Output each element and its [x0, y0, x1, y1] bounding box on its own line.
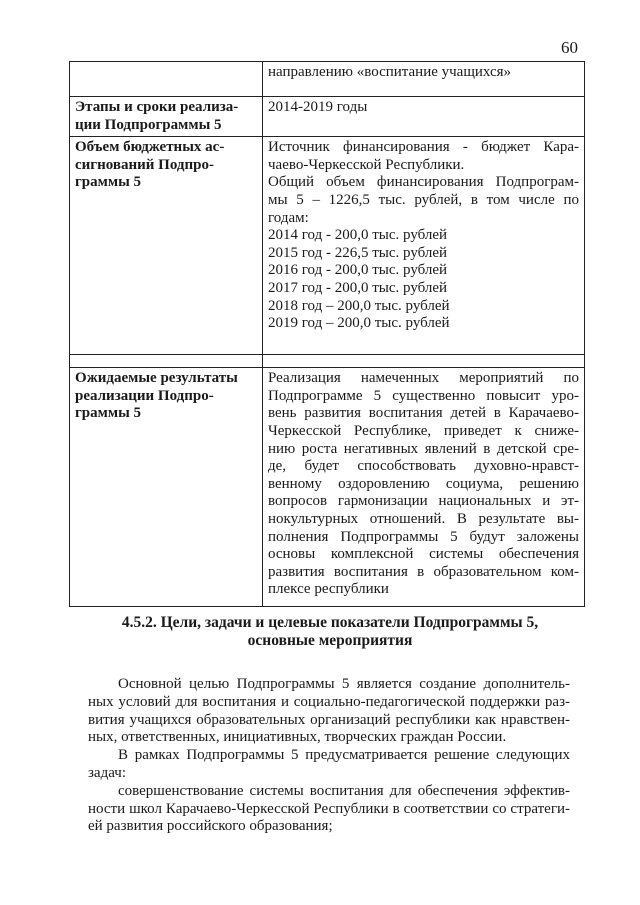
results-label-cell: [70, 368, 263, 607]
spacer-label-cell: [70, 355, 263, 368]
section-heading-line-2: основные мероприятия: [247, 632, 413, 649]
paragraph-tasks-line-1: В рамках Подпрограммы 5 предусматривается решение следующих: [118, 747, 570, 764]
budget-value-line-2: чаево-Черкесской Республики.: [268, 156, 465, 173]
budget-value-line-4: мы 5 – 1226,5 тыс. рублей, в том числе по: [268, 191, 579, 208]
table-row-continuation: [70, 62, 585, 97]
results-value-line-2: Подпрограмме 5 существенно повысит уро-: [268, 387, 579, 404]
results-value-line-7: венному оздоровлению социума, решению: [268, 475, 579, 492]
results-value-cell: [263, 368, 585, 607]
budget-value-line-3: Общий объем финансирования Подпрограм-: [268, 174, 579, 191]
subprogram-passport-table: [69, 61, 585, 607]
budget-label-line-3: граммы 5: [75, 174, 142, 191]
budget-value-line-5: годам:: [268, 209, 309, 226]
table-row-expected-results: [70, 368, 585, 607]
page-number: 60: [561, 38, 578, 57]
results-value-line-10: полнения Подпрограммы 5 будут заложены: [268, 528, 579, 545]
continuation-label-cell: [70, 62, 263, 97]
section-heading: [90, 614, 570, 650]
results-value-line-11: основы комплексной системы обеспечения: [268, 546, 579, 563]
paragraph-task-line-3: ей развития российского образования;: [88, 818, 333, 835]
results-label-line-2: реализации Подпро-: [75, 387, 214, 404]
budget-year-2018: 2018 год – 200,0 тыс. рублей: [268, 297, 450, 314]
paragraph-tasks-intro: [88, 747, 570, 783]
paragraph-goal-line-4: ных, ответственных, инициативных, творческих граждан России.: [88, 729, 507, 746]
results-label-line-3: граммы 5: [75, 405, 142, 422]
budget-year-2019: 2019 год – 200,0 тыс. рублей: [268, 315, 450, 332]
body-text: [88, 676, 570, 836]
paragraph-tasks-line-2: задач:: [88, 764, 126, 781]
budget-year-2014: 2014 год - 200,0 тыс. рублей: [268, 227, 448, 244]
stages-label-line-1: Этапы и сроки реализа-: [75, 99, 239, 115]
budget-year-2015: 2015 год - 226,5 тыс. рублей: [268, 244, 448, 261]
section-heading-line-1: 4.5.2. Цели, задачи и целевые показатели Подпрограммы 5,: [121, 614, 539, 631]
spacer-value-cell: [263, 355, 585, 368]
table-row-spacer: [70, 355, 585, 368]
results-value-line-12: развития воспитания в образовательном ком-: [268, 563, 579, 580]
budget-year-2016: 2016 год - 200,0 тыс. рублей: [268, 262, 448, 279]
table-row-budget-allocations: [70, 137, 585, 355]
results-value-line-3: вень развития воспитания детей в Карачаево-: [268, 405, 579, 422]
paragraph-task-item: [88, 783, 570, 836]
budget-label-cell: [70, 137, 263, 355]
paragraph-goal-line-1: Основной целью Подпрограммы 5 является создание дополнитель-: [118, 676, 570, 692]
budget-year-2017: 2017 год - 200,0 тыс. рублей: [268, 279, 448, 296]
results-value-line-8: вопросов гармонизации национальных и эт-: [268, 493, 579, 510]
results-value-line-6: де, будет способствовать духовно-нравст-: [268, 458, 579, 475]
paragraph-task-line-1: совершенствование системы воспитания для обеспечения эффектив-: [118, 782, 570, 799]
paragraph-goal-line-3: вития учащихся образовательных организаций республики как нравствен-: [88, 711, 570, 728]
paragraph-goal: [88, 676, 570, 747]
results-value-line-1: Реализация намеченных мероприятий по: [268, 370, 579, 387]
results-value-line-13: плексе республики: [268, 581, 389, 598]
paragraph-task-line-2: ности школ Карачаево-Черкесской Республики в соответствии со стратеги-: [88, 800, 570, 817]
budget-value-line-1: Источник финансирования - бюджет Кара-: [268, 139, 579, 156]
budget-value-cell: [263, 137, 585, 355]
results-value-line-4: Черкесской Республике, приведет к сниже-: [268, 422, 579, 439]
stages-label-line-2: ции Подпрограммы 5: [75, 116, 222, 133]
budget-label-line-1: Объем бюджетных ас-: [75, 139, 225, 156]
paragraph-goal-line-2: ных условий для воспитания и социально-педагогической поддержки раз-: [88, 693, 570, 710]
continuation-value-cell: направлению «воспитание учащихся»: [263, 62, 585, 97]
results-value-line-9: нокультурных отношений. В результате вы-: [268, 510, 579, 527]
budget-label-line-2: сигнований Подпро-: [75, 156, 214, 173]
stages-value-cell: 2014-2019 годы: [263, 97, 585, 137]
table-row-stages-and-terms: [70, 97, 585, 137]
stages-label-cell: [70, 97, 263, 137]
results-value-line-5: нию роста негативных явлений в детской сре-: [268, 440, 579, 457]
results-label-line-1: Ожидаемые результаты: [75, 370, 238, 387]
